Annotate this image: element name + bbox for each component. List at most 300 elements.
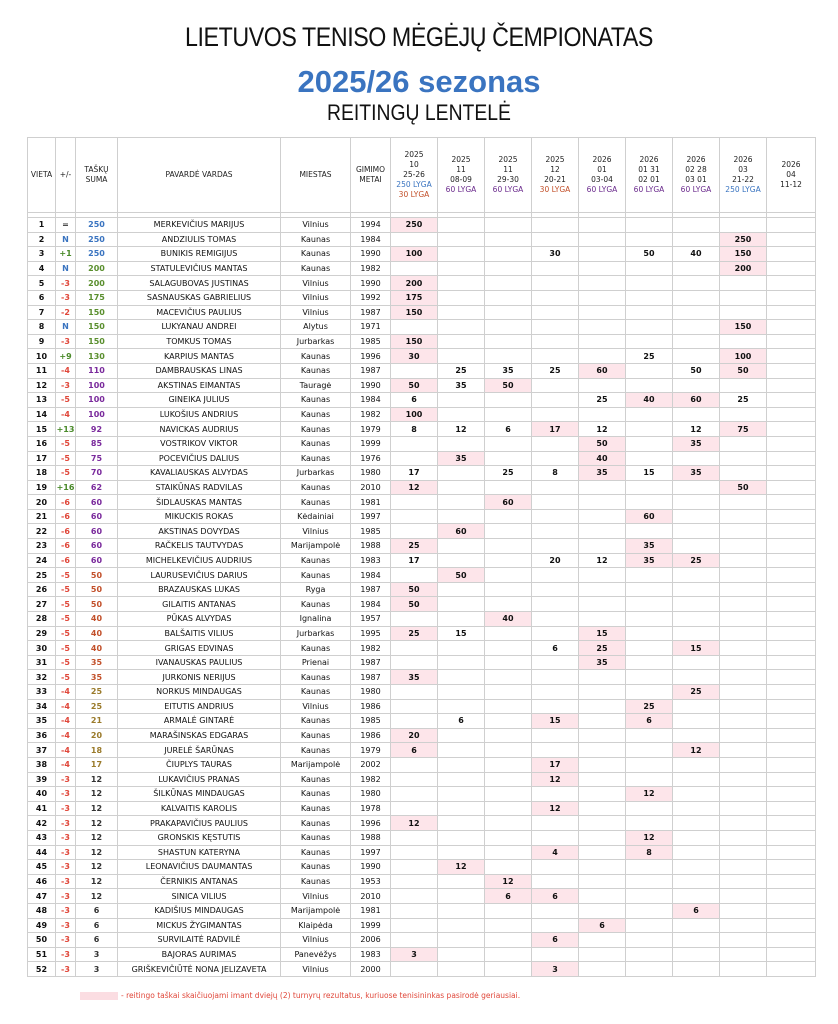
tournament-date: 2026 [639,155,659,164]
city-cell: Kaunas [281,845,351,860]
birth-year-cell: 2000 [351,962,391,977]
tournament-points-cell [767,232,816,247]
tournament-date: 11 [456,165,466,174]
tournament-points-cell: 50 [485,378,532,393]
tournament-points-cell [485,787,532,802]
tournament-points-cell [767,363,816,378]
change-cell: N [56,261,76,276]
tournament-points-cell [720,597,767,612]
points-sum-cell: 85 [76,436,118,451]
tournament-points-cell [485,728,532,743]
player-name-cell: SHASTUN KATERYNA [118,845,281,860]
place-cell: 36 [28,728,56,743]
tournament-points-cell: 25 [673,553,720,568]
tournament-points-cell [720,276,767,291]
place-cell: 45 [28,860,56,875]
change-cell: -6 [56,509,76,524]
tournament-points-cell [485,757,532,772]
tournament-points-cell: 12 [626,787,673,802]
player-name-cell: GRONSKIS KĘSTUTIS [118,830,281,845]
tournament-points-cell [532,218,579,233]
tournament-points-cell [485,480,532,495]
tournament-points-cell [579,889,626,904]
tournament-points-cell [626,670,673,685]
tournament-points-cell [438,436,485,451]
tournament-points-cell [391,845,438,860]
ranking-table [27,137,816,977]
tournament-points-cell [391,903,438,918]
player-name-cell: NORKUS MINDAUGAS [118,685,281,700]
city-cell: Kaunas [281,874,351,889]
tournament-points-cell [532,582,579,597]
col-header-place: VIETA [28,138,56,213]
tournament-points-cell [391,232,438,247]
place-cell: 21 [28,509,56,524]
tournament-points-cell [532,509,579,524]
tournament-points-cell [532,480,579,495]
points-sum-cell: 12 [76,772,118,787]
player-name-cell: STATULEVIČIUS MANTAS [118,261,281,276]
city-cell: Kaunas [281,480,351,495]
birth-year-cell: 1982 [351,641,391,656]
tournament-points-cell [532,787,579,802]
city-cell: Kaunas [281,495,351,510]
tournament-league: 30 LYGA [398,190,430,199]
points-sum-cell: 12 [76,830,118,845]
tournament-points-cell [532,232,579,247]
points-sum-cell: 60 [76,539,118,554]
place-cell: 43 [28,830,56,845]
tournament-date: 03-04 [591,175,613,184]
tournament-points-cell [626,597,673,612]
tournament-points-cell: 30 [532,247,579,262]
tournament-points-cell: 25 [626,699,673,714]
tournament-points-cell [626,407,673,422]
tournament-points-cell [438,480,485,495]
tournament-points-cell [767,889,816,904]
tournament-points-cell [532,276,579,291]
place-cell: 6 [28,290,56,305]
city-cell: Kaunas [281,393,351,408]
tournament-points-cell [720,655,767,670]
birth-year-cell: 1986 [351,699,391,714]
tournament-points-cell [579,685,626,700]
tournament-points-cell [391,772,438,787]
points-sum-cell: 12 [76,860,118,875]
tournament-points-cell [391,641,438,656]
tournament-points-cell: 35 [626,539,673,554]
player-name-cell: BAJORAS AURIMAS [118,947,281,962]
birth-year-cell: 1978 [351,801,391,816]
tournament-date: 2026 [686,155,706,164]
tournament-points-cell [626,290,673,305]
tournament-points-cell [720,553,767,568]
player-name-cell: LAURUSEVIČIUS DARIUS [118,568,281,583]
player-name-cell: LUKYANAU ANDREI [118,320,281,335]
tournament-points-cell [532,407,579,422]
tournament-points-cell: 60 [626,509,673,524]
table-row [28,539,816,554]
birth-year-cell: 1983 [351,553,391,568]
table-row [28,830,816,845]
table-row [28,655,816,670]
table-row [28,582,816,597]
tournament-points-cell [391,509,438,524]
player-name-cell: MERKEVIČIUS MARIJUS [118,218,281,233]
change-cell: -3 [56,787,76,802]
city-cell: Jurbarkas [281,334,351,349]
city-cell: Kaunas [281,816,351,831]
player-name-cell: SURVILAITĖ RADVILĖ [118,933,281,948]
tournament-points-cell [720,641,767,656]
place-cell: 13 [28,393,56,408]
tournament-points-cell [438,349,485,364]
tournament-points-cell: 20 [391,728,438,743]
tournament-points-cell [485,247,532,262]
points-sum-cell: 150 [76,334,118,349]
city-cell: Alytus [281,320,351,335]
tournament-points-cell: 12 [391,480,438,495]
change-cell: +1 [56,247,76,262]
table-row [28,363,816,378]
birth-year-cell: 1981 [351,903,391,918]
tournament-points-cell [767,962,816,977]
tournament-points-cell: 6 [485,422,532,437]
table-row [28,641,816,656]
tournament-points-cell [579,597,626,612]
tournament-points-cell: 60 [673,393,720,408]
tournament-points-cell [767,568,816,583]
place-cell: 52 [28,962,56,977]
city-cell: Kaunas [281,714,351,729]
tournament-points-cell: 4 [532,845,579,860]
tournament-points-cell [673,349,720,364]
tournament-points-cell: 150 [391,305,438,320]
tournament-points-cell: 200 [720,261,767,276]
city-cell: Kaunas [281,553,351,568]
tournament-points-cell [673,334,720,349]
tournament-points-cell: 17 [391,466,438,481]
table-row [28,787,816,802]
highlight-swatch [80,992,118,1000]
tournament-points-cell [720,772,767,787]
tournament-date: 04 [786,170,796,179]
place-cell: 5 [28,276,56,291]
table-row [28,393,816,408]
tournament-points-cell [579,757,626,772]
table-row [28,436,816,451]
tournament-points-cell [767,670,816,685]
city-cell: Vilnius [281,524,351,539]
points-sum-cell: 150 [76,320,118,335]
tournament-points-cell [438,320,485,335]
tournament-date: 2025 [545,155,565,164]
player-name-cell: POCEVIČIUS DALIUS [118,451,281,466]
tournament-points-cell [720,524,767,539]
col-header-points-sum: TAŠKŲ SUMA [76,138,118,213]
tournament-points-cell: 25 [532,363,579,378]
tournament-points-cell [579,276,626,291]
birth-year-cell: 1999 [351,918,391,933]
tournament-points-cell [767,772,816,787]
city-cell: Kaunas [281,743,351,758]
tournament-date: 01 31 [638,165,660,174]
city-cell: Kaunas [281,860,351,875]
tournament-points-cell [767,539,816,554]
tournament-points-cell [532,451,579,466]
table-row [28,801,816,816]
place-cell: 27 [28,597,56,612]
tournament-points-cell [438,933,485,948]
tournament-points-cell [532,816,579,831]
tournament-points-cell: 50 [626,247,673,262]
player-name-cell: STAIKŪNAS RADVILAS [118,480,281,495]
tournament-points-cell: 6 [438,714,485,729]
tournament-points-cell [626,655,673,670]
birth-year-cell: 1957 [351,612,391,627]
tournament-points-cell [673,699,720,714]
change-cell: -4 [56,699,76,714]
tournament-points-cell [485,524,532,539]
tournament-points-cell [485,320,532,335]
points-sum-cell: 60 [76,524,118,539]
city-cell: Kaunas [281,641,351,656]
tournament-points-cell [767,218,816,233]
tournament-points-cell [767,466,816,481]
tournament-points-cell [485,218,532,233]
tournament-points-cell [391,860,438,875]
player-name-cell: JURELĖ ŠARŪNAS [118,743,281,758]
tournament-points-cell [485,582,532,597]
tournament-points-cell [438,232,485,247]
change-cell: -3 [56,830,76,845]
change-cell: -4 [56,743,76,758]
place-cell: 51 [28,947,56,962]
tournament-points-cell [438,393,485,408]
tournament-points-cell [767,524,816,539]
tournament-date: 2025 [498,155,518,164]
tournament-points-cell [626,495,673,510]
tournament-points-cell [579,407,626,422]
birth-year-cell: 1976 [351,451,391,466]
tournament-points-cell [485,947,532,962]
city-cell: Kaunas [281,685,351,700]
tournament-points-cell [767,699,816,714]
tournament-points-cell [673,918,720,933]
tournament-points-cell [532,947,579,962]
tournament-points-cell [767,903,816,918]
tournament-points-cell [438,553,485,568]
place-cell: 25 [28,568,56,583]
tournament-points-cell [391,874,438,889]
col-header-change: +/- [56,138,76,213]
legend-note: - reitingo taškai skaičiuojami imant dviejų (2) turnyrų rezultatus, kuriuose tenisininkas pasirodė geriausiai. [121,991,521,1000]
tournament-points-cell [532,655,579,670]
table-row [28,524,816,539]
tournament-points-cell [532,320,579,335]
tournament-points-cell [438,685,485,700]
tournament-points-cell [579,903,626,918]
city-cell: Jurbarkas [281,466,351,481]
tournament-points-cell [626,889,673,904]
tournament-points-cell: 6 [532,933,579,948]
change-cell: -3 [56,276,76,291]
table-row [28,568,816,583]
change-cell: -4 [56,685,76,700]
tournament-points-cell [767,422,816,437]
birth-year-cell: 1997 [351,845,391,860]
tournament-points-cell [391,933,438,948]
tournament-points-cell [720,903,767,918]
city-cell: Kaunas [281,670,351,685]
table-row [28,232,816,247]
tournament-points-cell: 8 [391,422,438,437]
tournament-points-cell [438,874,485,889]
change-cell: -6 [56,553,76,568]
tournament-points-cell [767,495,816,510]
col-header-tournament [485,138,532,213]
points-sum-cell: 60 [76,509,118,524]
tournament-date: 2026 [592,155,612,164]
place-cell: 7 [28,305,56,320]
player-name-cell: BRAZAUSKAS LUKAS [118,582,281,597]
points-sum-cell: 6 [76,918,118,933]
tournament-points-cell [391,655,438,670]
tournament-points-cell [438,845,485,860]
change-cell: N [56,320,76,335]
tournament-points-cell: 6 [673,903,720,918]
birth-year-cell: 1979 [351,743,391,758]
points-sum-cell: 12 [76,845,118,860]
table-row [28,320,816,335]
table-row [28,670,816,685]
tournament-points-cell [626,728,673,743]
tournament-points-cell: 6 [626,714,673,729]
tournament-points-cell [720,743,767,758]
col-header-tournament [532,138,579,213]
tournament-date: 02 01 [638,175,660,184]
tournament-points-cell: 35 [626,553,673,568]
birth-year-cell: 1979 [351,422,391,437]
points-sum-cell: 50 [76,597,118,612]
birth-year-cell: 1980 [351,685,391,700]
tournament-points-cell: 25 [579,641,626,656]
championship-title: LIETUVOS TENISO MĖGĖJŲ ČEMPIONATAS [185,22,653,52]
player-name-cell: MICHELKEVIČIUS AUDRIUS [118,553,281,568]
points-sum-cell: 175 [76,290,118,305]
birth-year-cell: 1997 [351,509,391,524]
birth-year-cell: 1981 [351,495,391,510]
change-cell: -3 [56,947,76,962]
change-cell: -3 [56,334,76,349]
change-cell: -3 [56,874,76,889]
tournament-points-cell [720,509,767,524]
tournament-points-cell [767,816,816,831]
place-cell: 38 [28,757,56,772]
place-cell: 34 [28,699,56,714]
place-cell: 31 [28,655,56,670]
place-cell: 50 [28,933,56,948]
tournament-points-cell [485,509,532,524]
tournament-points-cell [673,728,720,743]
player-name-cell: TOMKUS TOMAS [118,334,281,349]
tournament-points-cell [720,334,767,349]
tournament-points-cell [438,509,485,524]
tournament-points-cell [673,874,720,889]
place-cell: 18 [28,466,56,481]
tournament-points-cell [673,378,720,393]
city-cell: Kaunas [281,261,351,276]
tournament-league: 60 LYGA [492,185,524,194]
tournament-points-cell: 17 [532,422,579,437]
city-cell: Vilnius [281,933,351,948]
city-cell: Ryga [281,582,351,597]
points-sum-cell: 40 [76,641,118,656]
city-cell: Vilnius [281,218,351,233]
tournament-points-cell: 25 [720,393,767,408]
birth-year-cell: 1984 [351,232,391,247]
tournament-points-cell: 50 [673,363,720,378]
tournament-points-cell: 250 [720,232,767,247]
col-header-tournament [579,138,626,213]
change-cell: -4 [56,407,76,422]
change-cell: -4 [56,714,76,729]
tournament-points-cell [767,509,816,524]
tournament-points-cell [673,232,720,247]
player-name-cell: ČERNIKIS ANTANAS [118,874,281,889]
points-sum-cell: 35 [76,655,118,670]
tournament-points-cell [532,699,579,714]
birth-year-cell: 1996 [351,816,391,831]
city-cell: Kėdainiai [281,509,351,524]
city-cell: Kaunas [281,568,351,583]
change-cell: -5 [56,582,76,597]
birth-year-cell: 1982 [351,261,391,276]
birth-year-cell: 1971 [351,320,391,335]
place-cell: 49 [28,918,56,933]
tournament-points-cell [579,305,626,320]
place-cell: 26 [28,582,56,597]
player-name-cell: AKSTINAS EIMANTAS [118,378,281,393]
tournament-points-cell [767,320,816,335]
tournament-points-cell [767,334,816,349]
tournament-points-cell [438,290,485,305]
change-cell: -3 [56,801,76,816]
tournament-points-cell [720,495,767,510]
change-cell: +13 [56,422,76,437]
table-row [28,261,816,276]
change-cell: -3 [56,889,76,904]
tournament-points-cell [391,889,438,904]
change-cell: -4 [56,363,76,378]
birth-year-cell: 1984 [351,597,391,612]
tournament-points-cell [391,568,438,583]
ranking-table-title: REITINGŲ LENTELĖ [327,100,511,125]
tournament-points-cell: 12 [485,874,532,889]
birth-year-cell: 1987 [351,582,391,597]
city-cell: Prienai [281,655,351,670]
tournament-date: 03 01 [685,175,707,184]
change-cell: -3 [56,860,76,875]
tournament-points-cell [767,743,816,758]
tournament-points-cell [767,612,816,627]
header-row [28,138,816,213]
tournament-points-cell: 50 [391,597,438,612]
tournament-points-cell [720,933,767,948]
birth-year-cell: 1995 [351,626,391,641]
player-name-cell: PŪKAS ALVYDAS [118,612,281,627]
tournament-points-cell: 60 [485,495,532,510]
